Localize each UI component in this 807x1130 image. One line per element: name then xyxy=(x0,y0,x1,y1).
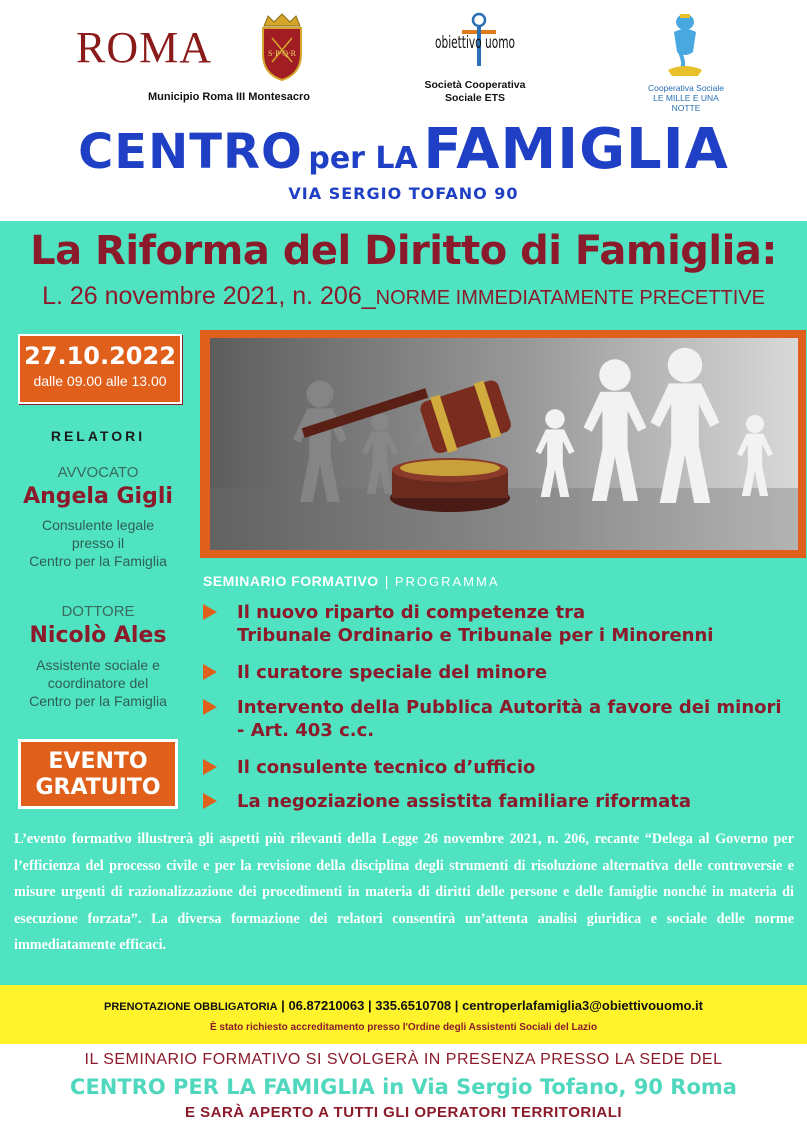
roma-logo-text: ROMA xyxy=(76,23,213,72)
programma-item-line: Il curatore speciale del minore xyxy=(237,662,548,683)
speaker-2-desc xyxy=(3,656,193,710)
booking-phone-1[interactable]: 06.87210063 xyxy=(288,998,365,1013)
programma-item-line: - Art. 403 c.c. xyxy=(237,720,375,741)
programma-item xyxy=(203,661,793,684)
evento-gratuito-badge xyxy=(18,739,178,809)
main-title: La Riforma del Diritto di Famiglia: xyxy=(30,228,777,274)
obiettivo-uomo-logo-icon xyxy=(432,12,518,74)
obiettivo-logo-text: obiettivo uomo xyxy=(435,33,515,53)
programma-label: PROGRAMMA xyxy=(394,574,500,589)
programma-item-line: Tribunale Ordinario e Tribunale per i Minorenni xyxy=(237,625,714,646)
triangle-right-icon xyxy=(203,604,217,620)
municipio-label: Municipio Roma III Montesacro xyxy=(148,91,310,103)
speaker-1-role: AVVOCATO xyxy=(57,464,139,481)
per-la-word: per LA xyxy=(308,141,418,176)
booking-separator: | xyxy=(367,998,372,1013)
booking-email-link[interactable]: centroperlafamiglia3@obiettivouomo.it xyxy=(462,998,703,1013)
programma-item-line: Il consulente tecnico d’ufficio xyxy=(237,757,536,778)
coop-caption-line1: Cooperativa Sociale xyxy=(647,83,725,93)
programma-header xyxy=(203,573,500,589)
triangle-right-icon xyxy=(203,699,217,715)
roma-crest-icon xyxy=(258,12,306,82)
speaker-1-desc xyxy=(3,516,193,570)
centro-address: VIA SERGIO TOFANO 90 xyxy=(288,184,519,203)
triangle-right-icon xyxy=(203,759,217,775)
speaker-2-desc-line: Assistente sociale e xyxy=(36,657,160,673)
speaker-2-desc-line: coordinatore del xyxy=(47,675,149,691)
programma-item-line: Intervento della Pubblica Autorità a favore dei minori xyxy=(237,697,782,718)
seminario-label: SEMINARIO FORMATIVO xyxy=(203,573,379,589)
booking-label: PRENOTAZIONE OBBLIGATORIA xyxy=(103,1001,278,1013)
centro-word: CENTRO xyxy=(78,124,303,180)
programma-item xyxy=(203,601,793,647)
coop-caption-line2: LE MILLE E UNA NOTTE xyxy=(653,93,719,113)
evento-line2: GRATUITO xyxy=(35,775,161,800)
law-reference: L. 26 novembre 2021, n. 206_ xyxy=(42,282,376,310)
relatori-heading: RELATORI xyxy=(50,428,146,444)
programma-item xyxy=(203,790,793,813)
centro-title xyxy=(0,117,807,182)
programma-item xyxy=(203,696,793,742)
programma-item-line: La negoziazione assistita familiare riformata xyxy=(237,791,692,812)
booking-phone-2[interactable]: 335.6510708 xyxy=(375,998,452,1013)
event-time: dalle 09.00 alle 13.00 xyxy=(33,373,167,389)
speaker-1-desc-line: Consulente legale xyxy=(41,517,155,533)
speaker-2-desc-line: Centro per la Famiglia xyxy=(29,693,167,709)
event-date: 27.10.2022 xyxy=(24,342,176,370)
law-subtitle xyxy=(0,282,807,311)
footer-line-3: E SARÀ APERTO A TUTTI GLI OPERATORI TERRITORIALI xyxy=(184,1104,623,1121)
triangle-right-icon xyxy=(203,793,217,809)
law-caps: NORME IMMEDIATAMENTE PRECETTIVE xyxy=(375,287,765,309)
genie-lamp-icon xyxy=(660,12,710,80)
date-box xyxy=(18,334,182,404)
crest-spqr-text: S·P·Q·R xyxy=(267,49,297,58)
speaker-2-name: Nicolò Ales xyxy=(29,623,167,648)
accreditation-note: È stato richiesto accreditamento presso l'Ordine degli Assistenti Sociali del Lazio xyxy=(209,1022,598,1033)
obiettivo-caption-line1: Società Cooperativa xyxy=(424,79,526,91)
speaker-1-desc-line: Centro per la Famiglia xyxy=(29,553,167,569)
programma-item xyxy=(203,756,793,779)
obiettivo-caption xyxy=(420,79,530,105)
booking-line xyxy=(0,998,807,1013)
coop-caption xyxy=(638,83,734,113)
obiettivo-caption-line2: Sociale ETS xyxy=(444,92,506,104)
footer-line-1: IL SEMINARIO FORMATIVO SI SVOLGERÀ IN PRESENZA PRESSO LA SEDE DEL xyxy=(84,1051,723,1068)
speaker-1-name: Angela Gigli xyxy=(23,484,173,509)
booking-separator: | xyxy=(281,998,285,1013)
booking-separator: | xyxy=(454,998,459,1013)
programma-item-line: Il nuovo riparto di competenze tra xyxy=(237,602,586,623)
triangle-right-icon xyxy=(203,664,217,680)
event-description: L’evento formativo illustrerà gli aspetti più rilevanti della Legge 26 novembre 2021, n. 206, recante “Delega al Governo per l’efficienza del processo civile e per la revisione della disciplina degli strumenti di risoluzione alternativa delle controversie e misure urgenti di razionalizzazione dei procedimenti in materia di diritti delle persone e delle famiglie nonché in materia di esecuzione forzata”. La diversa formazione dei relatori consentirà un’attenta analisi giuridica e sociale delle norme immediatamente efficaci. xyxy=(14,831,794,953)
famiglia-word: FAMIGLIA xyxy=(423,117,729,182)
gavel-family-illustration xyxy=(210,338,798,550)
speaker-1-desc-line: presso il xyxy=(71,535,125,551)
footer-venue: CENTRO PER LA FAMIGLIA in Via Sergio Tofano, 90 Roma xyxy=(70,1075,737,1099)
programma-separator: | xyxy=(384,573,389,589)
booking-band xyxy=(0,985,807,1044)
speaker-2-role: DOTTORE xyxy=(61,603,135,620)
evento-line1: EVENTO xyxy=(48,749,148,774)
